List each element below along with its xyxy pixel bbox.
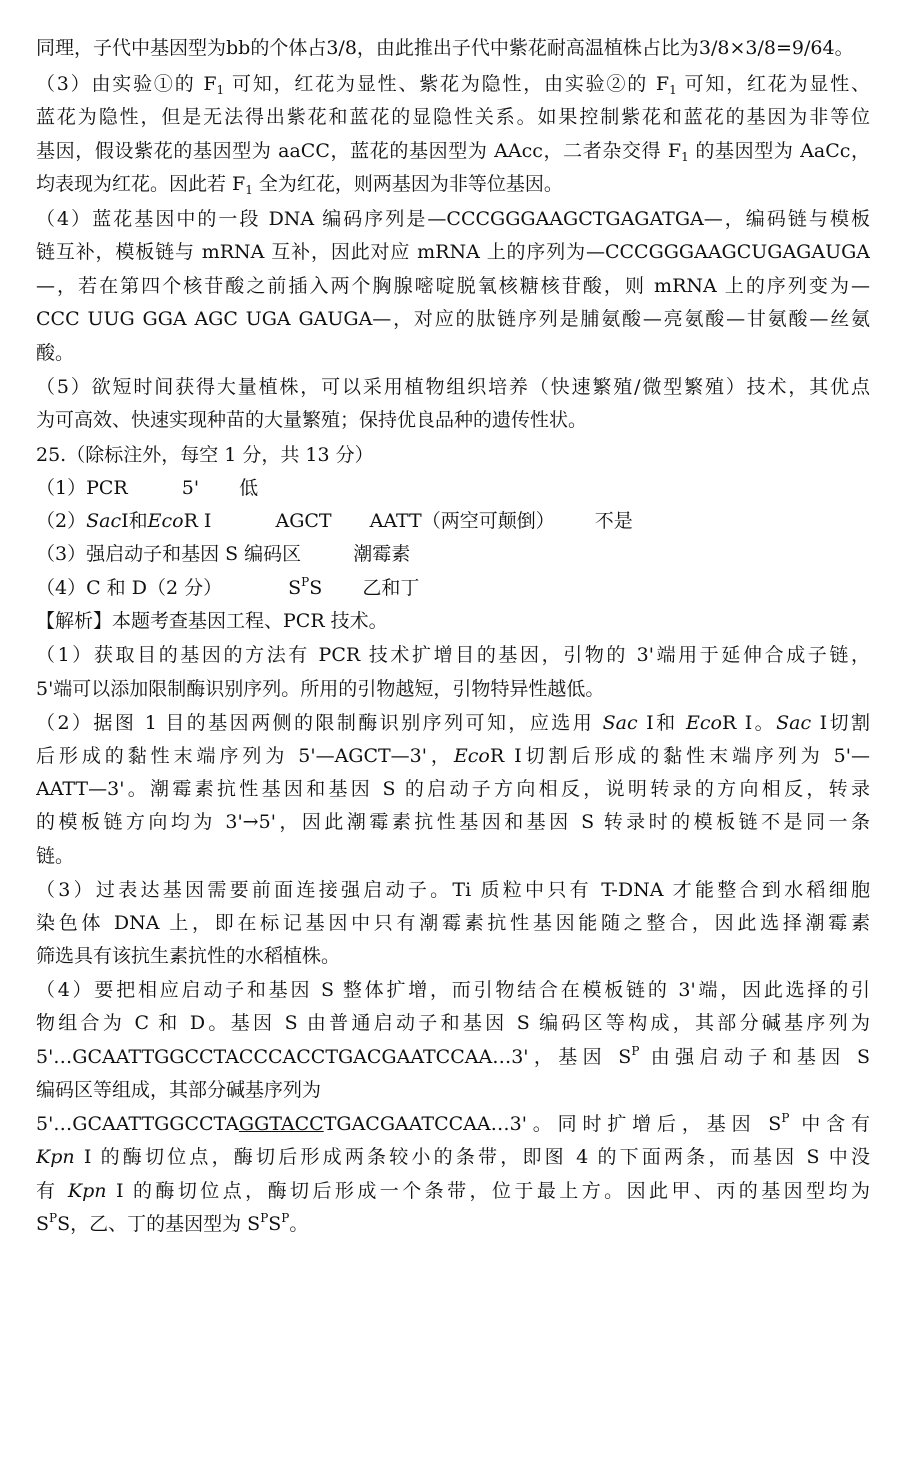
l35c: I 的酶切位点，酶切后形成一个条带，位于最上方。因此甲、丙的基因型均为 xyxy=(106,1180,870,1202)
f1-subscript: 1 xyxy=(216,83,225,96)
enzyme-kpn: Kpn xyxy=(67,1180,107,1202)
answer-1 xyxy=(36,476,870,500)
line-21 xyxy=(36,711,870,735)
l22a: 后形成的黏性末端序列为 5'—AGCT—3'， xyxy=(36,745,454,767)
answer-2-aatt: AATT（两空可颠倒） xyxy=(369,510,555,532)
line-6 xyxy=(36,207,870,231)
line-23 xyxy=(36,777,870,801)
enzyme-sac: Sac xyxy=(86,510,122,532)
s-letter: S xyxy=(309,577,323,599)
line-8 xyxy=(36,274,870,298)
l5c: 全为红花，则两基因为非等位基因。 xyxy=(252,173,563,195)
line-1 xyxy=(36,36,870,60)
answer-2-prefix: （2） xyxy=(36,510,87,532)
l21g: I切割 xyxy=(811,712,870,734)
line-11 xyxy=(36,375,870,399)
answer-4-genotype xyxy=(288,576,322,600)
s-letter: S xyxy=(36,1213,50,1235)
enzyme-sac: Sac xyxy=(602,712,638,734)
l12: 为可高效、快速实现种苗的大量繁殖；保持优良品种的遗传性状。 xyxy=(36,409,588,431)
answer-2 xyxy=(36,509,870,533)
line-32 xyxy=(36,1078,870,1102)
l34b: I 的酶切位点，酶切后形成两条较小的条带，即图 4 的下面两条，而基因 S 中没 xyxy=(74,1146,870,1168)
line-22 xyxy=(36,744,870,768)
f1-subscript: 1 xyxy=(681,150,689,163)
l21a: （2）据图 1 目的基因两侧的限制酶识别序列可知，应选用 xyxy=(36,712,603,734)
line-1-text: 同理，子代中基因型为bb的个体占3/8，由此推出子代中紫花耐高温植株占比为3/8×3/8=9/64。 xyxy=(36,37,854,59)
enzyme-eco: Eco xyxy=(453,745,490,767)
analysis-heading xyxy=(36,609,870,633)
line-24 xyxy=(36,810,870,834)
l32: 编码区等组成，其部分碱基序列为 xyxy=(36,1079,322,1101)
l9: CCC UUG GGA AGC UGA GAUGA—，对应的肽链序列是脯氨酸—亮氨酸—甘氨酸—丝氨 xyxy=(36,308,870,330)
l29: （4）要把相应启动子和基因 S 整体扩增，而引物结合在模板链的 3'端，因此选择的引 xyxy=(36,979,870,1001)
answer-1-c: 低 xyxy=(239,477,259,499)
l33c: TGACGAATCCAA…3'。同时扩增后，基因 S xyxy=(323,1113,782,1135)
l22c: R I切割后形成的黏性末端序列为 5'— xyxy=(489,745,870,767)
l23: AATT—3'。潮霉素抗性基因和基因 S 的启动子方向相反，说明转录的方向相反，转录 xyxy=(36,778,870,800)
l6: （4）蓝花基因中的一段 DNA 编码序列是—CCCGGGAAGCTGAGATGA—，编码链与模板 xyxy=(36,208,870,230)
line-31 xyxy=(36,1045,870,1069)
line-4 xyxy=(36,139,870,163)
answer-4 xyxy=(36,576,870,600)
l33e: 中含有 xyxy=(789,1113,870,1135)
l24: 的模板链方向均为 3'→5'，因此潮霉素抗性基因和基因 S 转录时的模板链不是同一条 xyxy=(36,811,870,833)
line-7 xyxy=(36,240,870,264)
answer-3-b: 潮霉素 xyxy=(353,543,411,565)
s-letter: S xyxy=(288,577,302,599)
answer-4-a: （4）C 和 D（2 分） xyxy=(36,577,223,599)
l2c: 可知，红花为显性、紫花为隐性，由实验②的 F xyxy=(224,73,670,95)
line-33 xyxy=(36,1112,870,1136)
l18: 【解析】本题考查基因工程、PCR 技术。 xyxy=(36,610,388,632)
p-superscript: P xyxy=(631,1045,640,1058)
line-25 xyxy=(36,844,870,868)
f1-subscript: 1 xyxy=(245,183,253,196)
l31a: 5'…GCAATTGGCCTACCCACCTGACGAATCCAA…3'，基因 S xyxy=(36,1046,632,1068)
l25: 链。 xyxy=(36,845,75,867)
p-superscript: P xyxy=(260,1212,269,1225)
line-28 xyxy=(36,944,870,968)
answer-1-a: （1）PCR xyxy=(36,477,128,499)
l21c: I和 xyxy=(637,712,686,734)
l26: （3）过表达基因需要前面连接强启动子。Ti 质粒中只有 T-DNA 才能整合到水稻细胞 xyxy=(36,879,870,901)
l10: 酸。 xyxy=(36,342,75,364)
l36g: 。 xyxy=(289,1213,309,1235)
p-superscript: P xyxy=(281,1212,290,1225)
answer-2-not: 不是 xyxy=(594,510,633,532)
answer-4-c: 乙和丁 xyxy=(362,577,420,599)
l8: —，若在第四个核苷酸之前插入两个胸腺嘧啶脱氧核糖核苷酸，则 mRNA 上的序列变为— xyxy=(36,275,870,297)
answer-3-a: （3）强启动子和基因 S 编码区 xyxy=(36,543,302,565)
s-letter: S xyxy=(268,1213,282,1235)
answer-2-agct: AGCT xyxy=(275,510,332,532)
l2e: 可知，红花为显性、 xyxy=(676,73,870,95)
l20: 5'端可以添加限制酶识别序列。所用的引物越短，引物特异性越低。 xyxy=(36,678,605,700)
line-2 xyxy=(36,72,870,96)
enzyme-sac: Sac xyxy=(776,712,812,734)
l28: 筛选具有该抗生素抗性的水稻植株。 xyxy=(36,945,341,967)
answer-2-eco-suffix: R I xyxy=(183,510,212,532)
enzyme-kpn: Kpn xyxy=(36,1146,75,1168)
enzyme-eco: Eco xyxy=(686,712,722,734)
p-superscript: P xyxy=(301,576,310,589)
l4c: 的基因型为 AaCc， xyxy=(688,140,870,162)
l2a: （3）由实验①的 F xyxy=(36,73,217,95)
l3: 蓝花为隐性，但是无法得出紫花和蓝花的显隐性关系。如果控制紫花和蓝花的基因为非等位 xyxy=(36,106,870,128)
l33a: 5'…GCAATTGGCCTA xyxy=(36,1113,239,1135)
f1-subscript: 1 xyxy=(669,83,677,96)
question-25-header xyxy=(36,443,870,467)
answer-2-and: I和 xyxy=(121,510,148,532)
l7: 链互补，模板链与 mRNA 互补，因此对应 mRNA 上的序列为—CCCGGGAAGCUGAGAUGA xyxy=(36,241,870,263)
line-36 xyxy=(36,1212,870,1236)
l4a: 基因，假设紫花的基因型为 aaCC，蓝花的基因型为 AAcc，二者杂交得 F xyxy=(36,140,682,162)
l35a: 有 xyxy=(36,1180,68,1202)
l30: 物组合为 C 和 D。基因 S 由普通启动子和基因 S 编码区等构成，其部分碱基序列为 xyxy=(36,1012,870,1034)
p-superscript: P xyxy=(781,1112,790,1125)
line-29 xyxy=(36,978,870,1002)
line-30 xyxy=(36,1011,870,1035)
line-9 xyxy=(36,307,870,331)
l27: 染色体 DNA 上，即在标记基因中只有潮霉素抗性基因能随之整合，因此选择潮霉素 xyxy=(36,912,870,934)
p-superscript: P xyxy=(49,1212,58,1225)
line-27 xyxy=(36,911,870,935)
line-34 xyxy=(36,1145,870,1169)
enzyme-eco: Eco xyxy=(147,510,184,532)
l11: （5）欲短时间获得大量植株，可以采用植物组织培养（快速繁殖/微型繁殖）技术，其优点 xyxy=(36,376,870,398)
l36c: S，乙、丁的基因型为 S xyxy=(57,1213,261,1235)
l21e: R I。 xyxy=(721,712,777,734)
kpn-site-underlined: GGTACC xyxy=(238,1113,324,1135)
answer-1-b: 5' xyxy=(181,477,200,499)
line-35 xyxy=(36,1179,870,1203)
l13: 25.（除标注外，每空 1 分，共 13 分） xyxy=(36,444,374,466)
l31c: 由强启动子和基因 S xyxy=(639,1046,870,1068)
line-20 xyxy=(36,677,870,701)
line-12 xyxy=(36,408,870,432)
line-19 xyxy=(36,643,870,667)
line-10 xyxy=(36,341,870,365)
line-26 xyxy=(36,878,870,902)
l19: （1）获取目的基因的方法有 PCR 技术扩增目的基因，引物的 3'端用于延伸合成子链， xyxy=(36,644,870,666)
line-5 xyxy=(36,172,870,196)
line-3 xyxy=(36,105,870,129)
l5a: 均表现为红花。因此若 F xyxy=(36,173,246,195)
answer-3 xyxy=(36,542,870,566)
